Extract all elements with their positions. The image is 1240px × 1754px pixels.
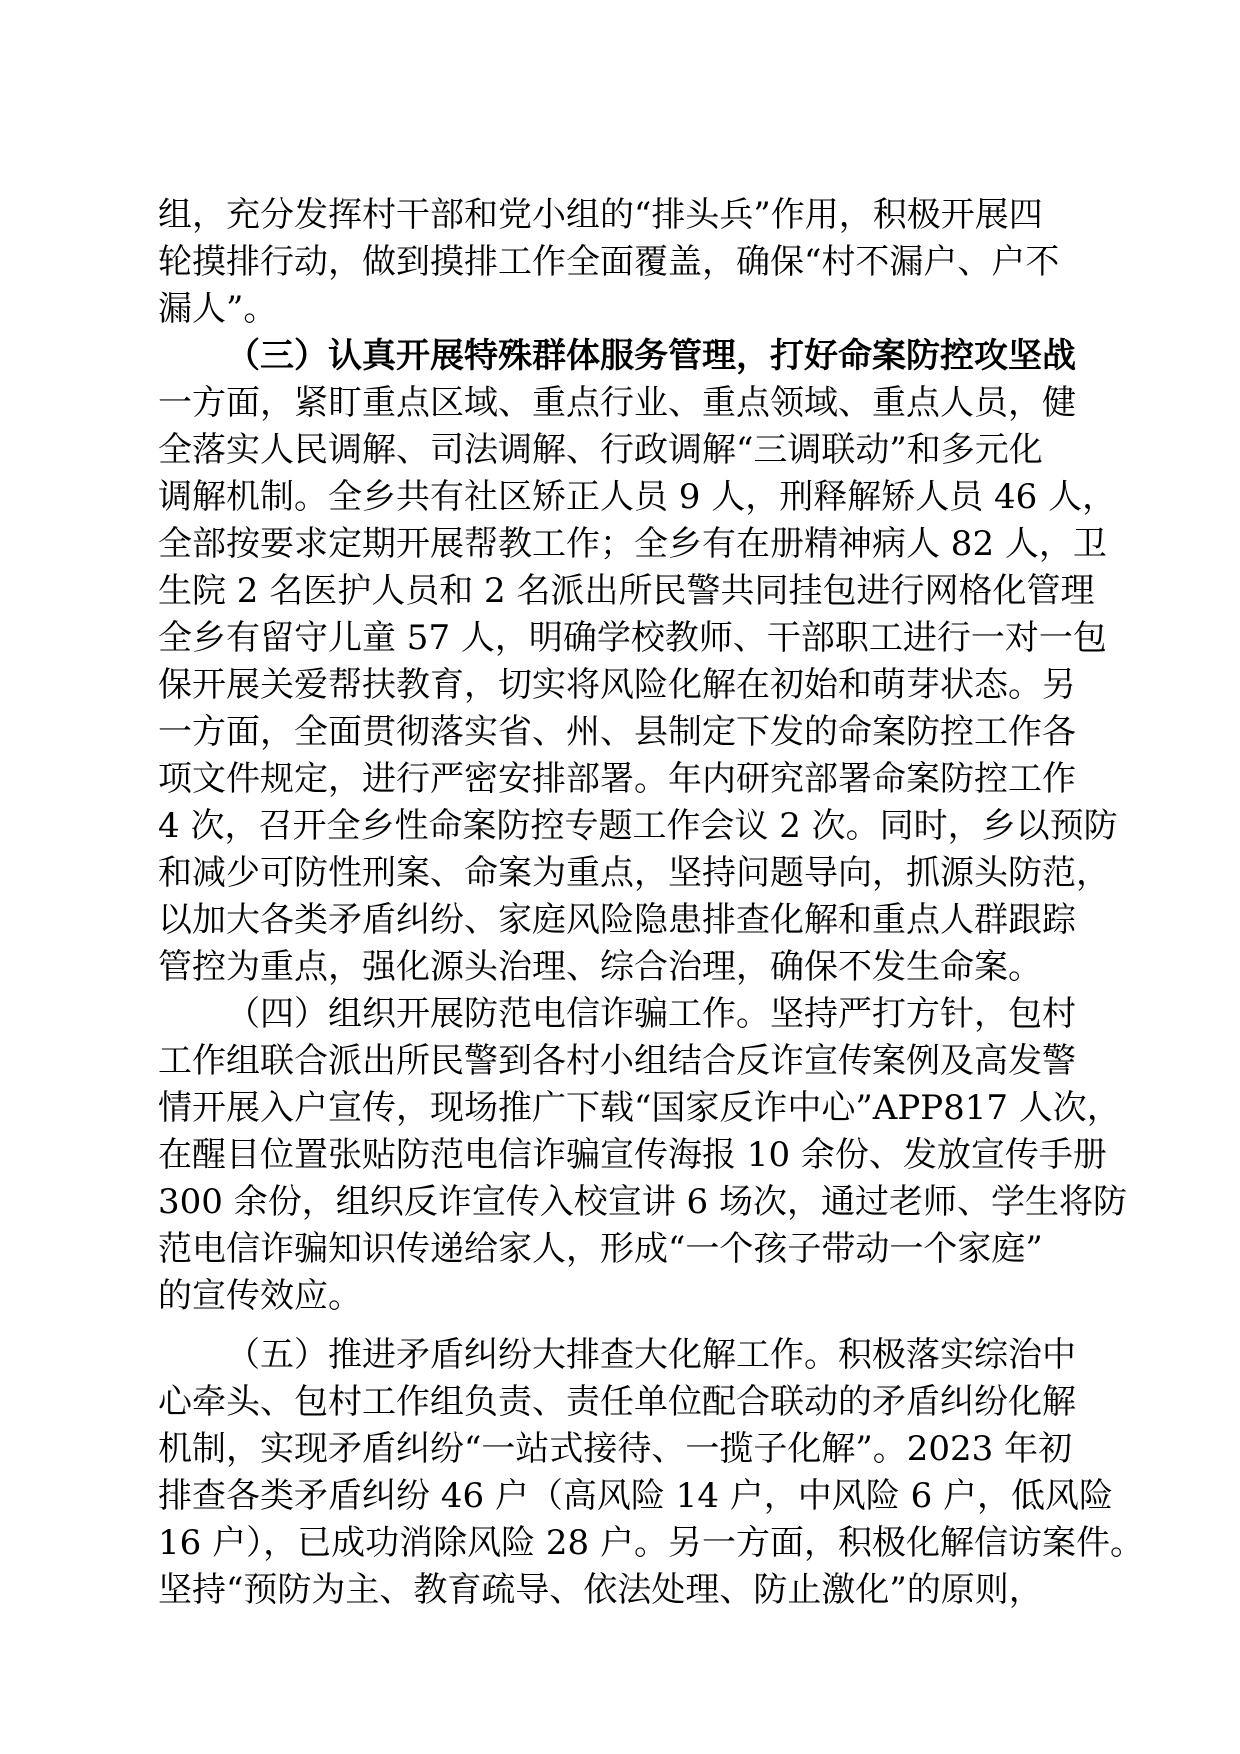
text-line: 300 余份，组织反诈宣传入校宣讲 6 场次，通过老师、学生将防 [158,1182,1127,1222]
text-line: 组，充分发挥村干部和党小组的“排头兵”作用，积极开展四 [158,195,1043,235]
text-line: （四）组织开展防范电信诈骗工作。坚持严打方针，包村 [226,994,1076,1034]
text-line: 和减少可防性刑案、命案为重点，坚持问题导向，抓源头防范， [158,853,1110,893]
paragraph-2 [158,333,1118,991]
section-heading-3: （三）认真开展特殊群体服务管理，打好命案防控攻坚战 [226,336,1076,376]
text-line: 16 户），已成功消除风险 28 户。另一方面，积极化解信访案件。 [158,1523,1144,1563]
document-body [158,192,1144,1614]
text-line: 4 次，召开全乡性命案防控专题工作会议 2 次。同时，乡以预防 [158,806,1118,846]
text-line: 心牵头、包村工作组负责、责任单位配合联动的矛盾纠纷化解 [158,1382,1076,1422]
text-line: 全乡有留守儿童 57 人，明确学校教师、干部职工进行一对一包 [158,618,1107,658]
text-line: 范电信诈骗知识传递给家人，形成“一个孩子带动一个家庭” [158,1229,1043,1269]
text-line: 轮摸排行动，做到摸排工作全面覆盖，确保“村不漏户、户不 [158,242,1060,282]
text-line: 排查各类矛盾纠纷 46 户（高风险 14 户，中风险 6 户，低风险 [158,1476,1114,1516]
text-line: 坚持“预防为主、教育疏导、依法处理、防止激化”的原则， [158,1570,1043,1610]
text-line: 的宣传效应。 [158,1276,362,1316]
text-line: 调解机制。全乡共有社区矫正人员 9 人，刑释解矫人员 46 人， [158,477,1117,517]
text-line: 保开展关爱帮扶教育，切实将风险化解在初始和萌芽状态。另 [158,665,1076,705]
text-line: 生院 2 名医护人员和 2 名派出所民警共同挂包进行网格化管理 [158,571,1095,611]
text-line: 全落实人民调解、司法调解、行政调解“三调联动”和多元化 [158,430,1043,470]
text-line: 机制，实现矛盾纠纷“一站式接待、一揽子化解”。2023 年初 [158,1429,1073,1469]
paragraph-1 [158,192,1078,333]
text-line: 一方面，紧盯重点区域、重点行业、重点领域、重点人员，健 [158,383,1076,423]
text-line: 项文件规定，进行严密安排部署。年内研究部署命案防控工作 [158,759,1076,799]
text-line: 情开展入户宣传，现场推广下载“国家反诈中心”APP817 人次， [158,1088,1121,1128]
text-line: 以加大各类矛盾纠纷、家庭风险隐患排查化解和重点人群跟踪 [158,900,1076,940]
paragraph-3 [158,991,1127,1320]
text-line: 一方面，全面贯彻落实省、州、县制定下发的命案防控工作各 [158,712,1076,752]
paragraph-4 [158,1332,1144,1614]
text-line: 工作组联合派出所民警到各村小组结合反诈宣传案例及高发警 [158,1041,1076,1081]
text-line: 在醒目位置张贴防范电信诈骗宣传海报 10 余份、发放宣传手册 [158,1135,1107,1175]
text-line: 管控为重点，强化源头治理、综合治理，确保不发生命案。 [158,947,1042,987]
text-line: （五）推进矛盾纠纷大排查大化解工作。积极落实综治中 [226,1335,1076,1375]
text-line: 漏人”。 [158,289,278,329]
text-line: 全部按要求定期开展帮教工作；全乡有在册精神病人 82 人，卫 [158,524,1107,564]
